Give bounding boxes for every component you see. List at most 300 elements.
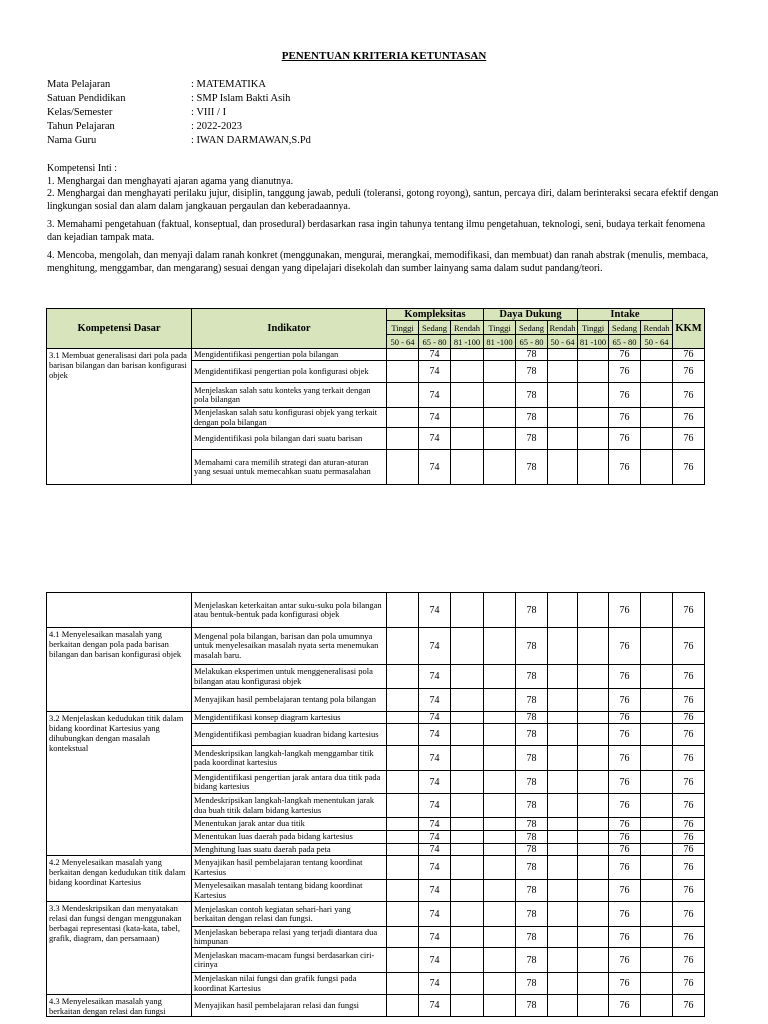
score-cell-d-rendah xyxy=(548,408,578,428)
score-cell-i-rendah xyxy=(641,948,673,973)
indikator-cell: Mengenal pola bilangan, barisan dan pola umumnya untuk menyelesaikan masalah nyata serta menemukan masalah baru. xyxy=(192,628,387,665)
header-i-range: 50 - 64 xyxy=(641,335,673,349)
score-cell-i-tinggi xyxy=(578,724,609,746)
score-cell-d-tinggi xyxy=(484,856,516,880)
score-cell-k-sedang: 74 xyxy=(419,794,451,818)
score-cell-i-sedang: 76 xyxy=(609,628,641,665)
score-cell-d-sedang: 78 xyxy=(516,818,548,831)
score-cell-i-rendah xyxy=(641,665,673,689)
score-cell-k-rendah xyxy=(451,746,484,771)
score-cell-d-sedang: 78 xyxy=(516,724,548,746)
score-cell-k-tinggi xyxy=(387,844,419,856)
score-cell-i-rendah xyxy=(641,724,673,746)
indikator-cell: Menjelaskan macam-macam fungsi berdasarkan ciri-cirinya xyxy=(192,948,387,973)
score-cell-i-tinggi xyxy=(578,628,609,665)
score-cell-d-sedang: 78 xyxy=(516,973,548,995)
score-cell-d-sedang: 78 xyxy=(516,689,548,712)
score-cell-d-rendah xyxy=(548,450,578,485)
score-cell-kkm: 76 xyxy=(673,746,705,771)
score-cell-k-rendah xyxy=(451,927,484,948)
score-cell-i-tinggi xyxy=(578,593,609,628)
kompetensi-dasar-cell: 4.1 Menyelesaikan masalah yang berkaitan dengan pola pada barisan bilangan dan barisan konfigurasi objek xyxy=(47,628,192,712)
score-cell-d-sedang: 78 xyxy=(516,794,548,818)
score-cell-d-tinggi xyxy=(484,794,516,818)
score-cell-k-tinggi xyxy=(387,902,419,927)
score-cell-kkm: 76 xyxy=(673,902,705,927)
indikator-cell: Menyajikan hasil pembelajaran relasi dan fungsi xyxy=(192,995,387,1017)
score-cell-d-tinggi xyxy=(484,665,516,689)
score-cell-i-tinggi xyxy=(578,880,609,902)
ki-item-2: 2. Menghargai dan menghayati perilaku jujur, disiplin, tanggung jawab, peduli (toleransi, gotong royong), santun, percaya diri, dalam berinteraksi secara efektif dengan lingkungan sosial dan alam dalam jangkauan pergaulan dan keberadaannya. xyxy=(47,188,719,212)
score-cell-i-rendah xyxy=(641,628,673,665)
score-cell-kkm: 76 xyxy=(673,665,705,689)
header-k-tinggi: Tinggi xyxy=(387,321,419,335)
score-cell-i-tinggi xyxy=(578,831,609,844)
score-cell-d-rendah xyxy=(548,689,578,712)
score-cell-d-tinggi xyxy=(484,361,516,383)
header-i-sedang: Sedang xyxy=(609,321,641,335)
score-cell-k-tinggi xyxy=(387,973,419,995)
score-cell-d-rendah xyxy=(548,665,578,689)
score-cell-d-rendah xyxy=(548,818,578,831)
score-cell-i-tinggi xyxy=(578,746,609,771)
score-cell-i-rendah xyxy=(641,902,673,927)
score-cell-k-rendah xyxy=(451,689,484,712)
score-cell-d-rendah xyxy=(548,383,578,408)
score-cell-k-sedang: 74 xyxy=(419,844,451,856)
header-daya-dukung: Daya Dukung xyxy=(484,309,578,321)
score-cell-i-rendah xyxy=(641,383,673,408)
score-cell-d-sedang: 78 xyxy=(516,880,548,902)
score-cell-i-sedang: 76 xyxy=(609,927,641,948)
indikator-cell: Menghitung luas suatu daerah pada peta xyxy=(192,844,387,856)
indikator-cell: Menjelaskan contoh kegiatan sehari-hari yang berkaitan dengan relasi dan fungsi. xyxy=(192,902,387,927)
score-cell-k-sedang: 74 xyxy=(419,927,451,948)
header-i-tinggi: Tinggi xyxy=(578,321,609,335)
meta-label: Tahun Pelajaran xyxy=(47,121,115,132)
score-cell-i-tinggi xyxy=(578,794,609,818)
score-cell-k-tinggi xyxy=(387,628,419,665)
score-cell-i-tinggi xyxy=(578,689,609,712)
score-cell-k-sedang: 74 xyxy=(419,361,451,383)
table-row xyxy=(47,349,705,361)
indikator-cell: Menjelaskan beberapa relasi yang terjadi diantara dua himpunan xyxy=(192,927,387,948)
score-cell-kkm: 76 xyxy=(673,689,705,712)
score-cell-k-sedang: 74 xyxy=(419,973,451,995)
document-meta xyxy=(47,78,311,148)
score-cell-i-tinggi xyxy=(578,665,609,689)
indikator-cell: Mengidentifikasi pengertian jarak antara dua titik pada bidang kartesius xyxy=(192,771,387,794)
header-d-sedang: Sedang xyxy=(516,321,548,335)
score-cell-k-sedang: 74 xyxy=(419,856,451,880)
score-cell-i-sedang: 76 xyxy=(609,349,641,361)
ki-heading: Kompetensi Inti : xyxy=(47,163,117,174)
document-title: PENENTUAN KRITERIA KETUNTASAN xyxy=(281,50,487,62)
header-d-tinggi: Tinggi xyxy=(484,321,516,335)
score-cell-i-rendah xyxy=(641,794,673,818)
score-cell-d-tinggi xyxy=(484,948,516,973)
score-cell-d-sedang: 78 xyxy=(516,665,548,689)
meta-label: Kelas/Semester xyxy=(47,107,113,118)
score-cell-d-rendah xyxy=(548,361,578,383)
score-cell-kkm: 76 xyxy=(673,408,705,428)
score-cell-kkm: 76 xyxy=(673,593,705,628)
score-cell-k-rendah xyxy=(451,794,484,818)
score-cell-k-sedang: 74 xyxy=(419,746,451,771)
score-cell-k-sedang: 74 xyxy=(419,831,451,844)
meta-row xyxy=(47,106,311,120)
score-cell-d-sedang: 78 xyxy=(516,593,548,628)
table-row xyxy=(47,593,705,628)
score-cell-k-tinggi xyxy=(387,383,419,408)
score-cell-d-tinggi xyxy=(484,818,516,831)
score-cell-d-sedang: 78 xyxy=(516,844,548,856)
indikator-cell: Melakukan eksperimen untuk menggeneralisasi pola bilangan atau konfigurasi objek xyxy=(192,665,387,689)
score-cell-i-tinggi xyxy=(578,349,609,361)
score-cell-i-rendah xyxy=(641,771,673,794)
score-cell-i-rendah xyxy=(641,450,673,485)
indikator-cell: Mengidentifikasi pengertian pola konfigurasi objek xyxy=(192,361,387,383)
score-cell-i-rendah xyxy=(641,593,673,628)
score-cell-d-tinggi xyxy=(484,902,516,927)
score-cell-d-rendah xyxy=(548,349,578,361)
indikator-cell: Menjelaskan nilai fungsi dan grafik fungsi pada koordinat Kartesius xyxy=(192,973,387,995)
score-cell-d-sedang: 78 xyxy=(516,450,548,485)
score-cell-d-sedang: 78 xyxy=(516,428,548,450)
score-cell-k-sedang: 74 xyxy=(419,689,451,712)
score-cell-k-sedang: 74 xyxy=(419,408,451,428)
score-cell-k-sedang: 74 xyxy=(419,771,451,794)
score-cell-i-rendah xyxy=(641,880,673,902)
score-cell-kkm: 76 xyxy=(673,428,705,450)
score-cell-d-tinggi xyxy=(484,724,516,746)
score-cell-d-rendah xyxy=(548,428,578,450)
score-cell-kkm: 76 xyxy=(673,880,705,902)
score-cell-d-rendah xyxy=(548,831,578,844)
score-cell-k-sedang: 74 xyxy=(419,948,451,973)
score-cell-k-rendah xyxy=(451,593,484,628)
table-row xyxy=(47,628,705,665)
score-cell-d-tinggi xyxy=(484,973,516,995)
score-cell-kkm: 76 xyxy=(673,628,705,665)
indikator-cell: Mengidentifikasi pengertian pola bilangan xyxy=(192,349,387,361)
score-cell-kkm: 76 xyxy=(673,450,705,485)
score-cell-k-tinggi xyxy=(387,593,419,628)
score-cell-d-rendah xyxy=(548,746,578,771)
score-cell-i-sedang: 76 xyxy=(609,771,641,794)
header-kd: Kompetensi Dasar xyxy=(47,309,192,349)
score-cell-i-tinggi xyxy=(578,771,609,794)
score-cell-kkm: 76 xyxy=(673,948,705,973)
ki-item-4: 4. Mencoba, mengolah, dan menyaji dalam ranah konkret (menggunakan, mengurai, merangkai, memodifikasi, dan membuat) dan ranah abstrak (menulis, membaca, menghitung, menggambar, dan mengarang) sesuai dengan yang dipelajari disekolah dan sumber lainyang sama dalam sudut pandang/teori. xyxy=(47,250,709,274)
score-cell-kkm: 76 xyxy=(673,771,705,794)
score-cell-i-rendah xyxy=(641,361,673,383)
score-cell-d-tinggi xyxy=(484,844,516,856)
score-cell-d-rendah xyxy=(548,628,578,665)
score-cell-k-rendah xyxy=(451,665,484,689)
score-cell-k-rendah xyxy=(451,408,484,428)
score-cell-i-tinggi xyxy=(578,973,609,995)
indikator-cell: Mengidentifikasi pola bilangan dari suatu barisan xyxy=(192,428,387,450)
score-cell-k-sedang: 74 xyxy=(419,383,451,408)
score-cell-d-tinggi xyxy=(484,349,516,361)
score-cell-i-rendah xyxy=(641,844,673,856)
kompetensi-inti xyxy=(47,163,720,275)
header-k-sedang: Sedang xyxy=(419,321,451,335)
score-cell-i-sedang: 76 xyxy=(609,712,641,724)
header-d-range: 81 -100 xyxy=(484,335,516,349)
score-cell-k-rendah xyxy=(451,831,484,844)
score-cell-k-rendah xyxy=(451,856,484,880)
score-cell-i-rendah xyxy=(641,746,673,771)
score-cell-d-sedang: 78 xyxy=(516,349,548,361)
score-cell-d-tinggi xyxy=(484,383,516,408)
score-cell-d-rendah xyxy=(548,995,578,1017)
meta-row xyxy=(47,78,311,92)
score-cell-i-sedang: 76 xyxy=(609,844,641,856)
score-cell-d-sedang: 78 xyxy=(516,995,548,1017)
kompetensi-dasar-cell: 3.2 Menjelaskan kedudukan titik dalam bidang koordinat Kartesius yang dihubungkan dengan masalah kontekstual xyxy=(47,712,192,856)
score-cell-d-sedang: 78 xyxy=(516,831,548,844)
score-cell-k-tinggi xyxy=(387,927,419,948)
indikator-cell: Mendeskripsikan langkah-langkah menggambar titik pada koordinat kartesius xyxy=(192,746,387,771)
score-cell-k-rendah xyxy=(451,902,484,927)
score-cell-k-tinggi xyxy=(387,665,419,689)
score-cell-i-sedang: 76 xyxy=(609,794,641,818)
score-cell-k-tinggi xyxy=(387,831,419,844)
score-cell-k-rendah xyxy=(451,771,484,794)
score-cell-d-sedang: 78 xyxy=(516,902,548,927)
score-cell-k-rendah xyxy=(451,450,484,485)
score-cell-d-sedang: 78 xyxy=(516,927,548,948)
score-cell-d-tinggi xyxy=(484,880,516,902)
score-cell-i-sedang: 76 xyxy=(609,593,641,628)
score-cell-k-tinggi xyxy=(387,349,419,361)
score-cell-k-sedang: 74 xyxy=(419,665,451,689)
score-cell-k-rendah xyxy=(451,724,484,746)
score-cell-i-tinggi xyxy=(578,428,609,450)
meta-row xyxy=(47,134,311,148)
meta-value: : 2022-2023 xyxy=(191,121,243,132)
header-indikator: Indikator xyxy=(192,309,387,349)
score-cell-i-sedang: 76 xyxy=(609,856,641,880)
score-cell-d-rendah xyxy=(548,973,578,995)
header-kompleksitas: Kompleksitas xyxy=(387,309,484,321)
score-cell-d-sedang: 78 xyxy=(516,408,548,428)
score-cell-k-rendah xyxy=(451,349,484,361)
header-kkm: KKM xyxy=(673,309,705,349)
score-cell-d-sedang: 78 xyxy=(516,856,548,880)
score-cell-kkm: 76 xyxy=(673,349,705,361)
score-cell-k-sedang: 74 xyxy=(419,880,451,902)
score-cell-i-rendah xyxy=(641,689,673,712)
score-cell-kkm: 76 xyxy=(673,856,705,880)
score-cell-kkm: 76 xyxy=(673,831,705,844)
score-cell-kkm: 76 xyxy=(673,794,705,818)
score-cell-k-tinggi xyxy=(387,689,419,712)
score-cell-d-rendah xyxy=(548,927,578,948)
score-cell-kkm: 76 xyxy=(673,927,705,948)
score-cell-i-tinggi xyxy=(578,927,609,948)
score-cell-i-rendah xyxy=(641,428,673,450)
header-k-range: 81 -100 xyxy=(451,335,484,349)
score-cell-d-rendah xyxy=(548,771,578,794)
score-cell-d-tinggi xyxy=(484,408,516,428)
score-cell-kkm: 76 xyxy=(673,973,705,995)
kompetensi-dasar-cell xyxy=(47,593,192,628)
score-cell-i-rendah xyxy=(641,973,673,995)
score-cell-i-sedang: 76 xyxy=(609,383,641,408)
score-cell-kkm: 76 xyxy=(673,818,705,831)
score-cell-i-sedang: 76 xyxy=(609,408,641,428)
score-cell-k-rendah xyxy=(451,818,484,831)
score-cell-k-sedang: 74 xyxy=(419,818,451,831)
score-cell-d-sedang: 78 xyxy=(516,746,548,771)
score-cell-d-rendah xyxy=(548,902,578,927)
header-k-range: 65 - 80 xyxy=(419,335,451,349)
score-cell-kkm: 76 xyxy=(673,361,705,383)
score-cell-k-sedang: 74 xyxy=(419,593,451,628)
kkm-table-page-1 xyxy=(46,308,705,485)
score-cell-k-sedang: 74 xyxy=(419,628,451,665)
score-cell-d-sedang: 78 xyxy=(516,361,548,383)
score-cell-k-tinggi xyxy=(387,450,419,485)
score-cell-i-sedang: 76 xyxy=(609,689,641,712)
score-cell-i-sedang: 76 xyxy=(609,428,641,450)
header-i-range: 81 -100 xyxy=(578,335,609,349)
score-cell-i-sedang: 76 xyxy=(609,995,641,1017)
score-cell-i-rendah xyxy=(641,408,673,428)
score-cell-k-tinggi xyxy=(387,948,419,973)
score-cell-i-tinggi xyxy=(578,844,609,856)
score-cell-d-tinggi xyxy=(484,689,516,712)
meta-value: : SMP Islam Bakti Asih xyxy=(191,93,291,104)
table-row xyxy=(47,856,705,880)
score-cell-i-tinggi xyxy=(578,361,609,383)
score-cell-i-tinggi xyxy=(578,818,609,831)
score-cell-i-rendah xyxy=(641,831,673,844)
table-row xyxy=(47,712,705,724)
score-cell-k-rendah xyxy=(451,948,484,973)
score-cell-i-tinggi xyxy=(578,995,609,1017)
score-cell-d-tinggi xyxy=(484,428,516,450)
score-cell-k-tinggi xyxy=(387,408,419,428)
meta-value: : MATEMATIKA xyxy=(191,79,266,90)
score-cell-k-tinggi xyxy=(387,712,419,724)
score-cell-i-rendah xyxy=(641,349,673,361)
score-cell-i-sedang: 76 xyxy=(609,880,641,902)
score-cell-d-rendah xyxy=(548,948,578,973)
score-cell-kkm: 76 xyxy=(673,995,705,1017)
score-cell-kkm: 76 xyxy=(673,724,705,746)
indikator-cell: Mendeskripsikan langkah-langkah menentukan jarak dua buah titik dalam bidang kartesius xyxy=(192,794,387,818)
meta-label: Satuan Pendidikan xyxy=(47,93,126,104)
score-cell-k-rendah xyxy=(451,383,484,408)
score-cell-d-tinggi xyxy=(484,995,516,1017)
header-i-rendah: Rendah xyxy=(641,321,673,335)
score-cell-d-tinggi xyxy=(484,712,516,724)
meta-row xyxy=(47,120,311,134)
score-cell-d-rendah xyxy=(548,794,578,818)
score-cell-d-rendah xyxy=(548,880,578,902)
score-cell-k-tinggi xyxy=(387,746,419,771)
score-cell-k-tinggi xyxy=(387,361,419,383)
header-i-range: 65 - 80 xyxy=(609,335,641,349)
score-cell-k-tinggi xyxy=(387,771,419,794)
ki-item-3: 3. Memahami pengetahuan (faktual, konseptual, dan prosedural) berdasarkan rasa ingin tahunya tentang ilmu pengetahuan, teknologi, seni, budaya terkait fenomena dan kejadian tampak mata. xyxy=(47,219,706,243)
header-intake: Intake xyxy=(578,309,673,321)
score-cell-i-sedang: 76 xyxy=(609,973,641,995)
score-cell-i-tinggi xyxy=(578,902,609,927)
score-cell-i-sedang: 76 xyxy=(609,724,641,746)
kompetensi-dasar-cell: 4.3 Menyelesaikan masalah yang berkaitan dengan relasi dan fungsi xyxy=(47,995,192,1017)
score-cell-k-sedang: 74 xyxy=(419,724,451,746)
score-cell-i-rendah xyxy=(641,712,673,724)
score-cell-k-tinggi xyxy=(387,818,419,831)
score-cell-i-rendah xyxy=(641,995,673,1017)
score-cell-i-sedang: 76 xyxy=(609,665,641,689)
score-cell-k-sedang: 74 xyxy=(419,902,451,927)
indikator-cell: Menjelaskan salah satu konteks yang terkait dengan pola bilangan xyxy=(192,383,387,408)
score-cell-k-rendah xyxy=(451,995,484,1017)
score-cell-d-tinggi xyxy=(484,746,516,771)
score-cell-i-tinggi xyxy=(578,712,609,724)
score-cell-k-sedang: 74 xyxy=(419,428,451,450)
score-cell-k-tinggi xyxy=(387,724,419,746)
score-cell-i-tinggi xyxy=(578,408,609,428)
meta-value: : VIII / I xyxy=(191,107,227,118)
kompetensi-dasar-cell: 4.2 Menyelesaikan masalah yang berkaitan dengan kedudukan titik dalam bidang koordinat Kartesius xyxy=(47,856,192,902)
score-cell-k-tinggi xyxy=(387,995,419,1017)
score-cell-d-sedang: 78 xyxy=(516,712,548,724)
score-cell-k-sedang: 74 xyxy=(419,995,451,1017)
meta-label: Nama Guru xyxy=(47,135,97,146)
score-cell-k-tinggi xyxy=(387,856,419,880)
indikator-cell: Menyajikan hasil pembelajaran tentang koordinat Kartesius xyxy=(192,856,387,880)
kompetensi-dasar-cell: 3.1 Membuat generalisasi dari pola pada barisan bilangan dan barisan konfigurasi objek xyxy=(47,349,192,485)
score-cell-k-rendah xyxy=(451,712,484,724)
score-cell-i-sedang: 76 xyxy=(609,902,641,927)
score-cell-d-sedang: 78 xyxy=(516,628,548,665)
score-cell-i-tinggi xyxy=(578,856,609,880)
score-cell-i-sedang: 76 xyxy=(609,831,641,844)
score-cell-i-rendah xyxy=(641,818,673,831)
header-k-range: 50 - 64 xyxy=(387,335,419,349)
indikator-cell: Menjelaskan keterkaitan antar suku-suku pola bilangan atau bentuk-bentuk pada konfigurasi objek xyxy=(192,593,387,628)
indikator-cell: Menyajikan hasil pembelajaran tentang pola bilangan xyxy=(192,689,387,712)
score-cell-k-sedang: 74 xyxy=(419,712,451,724)
score-cell-k-tinggi xyxy=(387,794,419,818)
indikator-cell: Memahami cara memilih strategi dan aturan-aturan yang sesuai untuk memecahkan suatu permasalahan xyxy=(192,450,387,485)
score-cell-k-rendah xyxy=(451,844,484,856)
score-cell-kkm: 76 xyxy=(673,712,705,724)
score-cell-i-sedang: 76 xyxy=(609,818,641,831)
score-cell-i-rendah xyxy=(641,927,673,948)
table-row xyxy=(47,902,705,927)
indikator-cell: Mengidentifikasi pembagian kuadran bidang kartesius xyxy=(192,724,387,746)
indikator-cell: Menentukan jarak antar dua titik xyxy=(192,818,387,831)
score-cell-d-tinggi xyxy=(484,831,516,844)
header-k-rendah: Rendah xyxy=(451,321,484,335)
score-cell-i-sedang: 76 xyxy=(609,746,641,771)
score-cell-i-tinggi xyxy=(578,450,609,485)
score-cell-i-tinggi xyxy=(578,383,609,408)
score-cell-i-sedang: 76 xyxy=(609,450,641,485)
indikator-cell: Menentukan luas daerah pada bidang kartesius xyxy=(192,831,387,844)
meta-row xyxy=(47,92,311,106)
score-cell-i-rendah xyxy=(641,856,673,880)
score-cell-k-rendah xyxy=(451,880,484,902)
